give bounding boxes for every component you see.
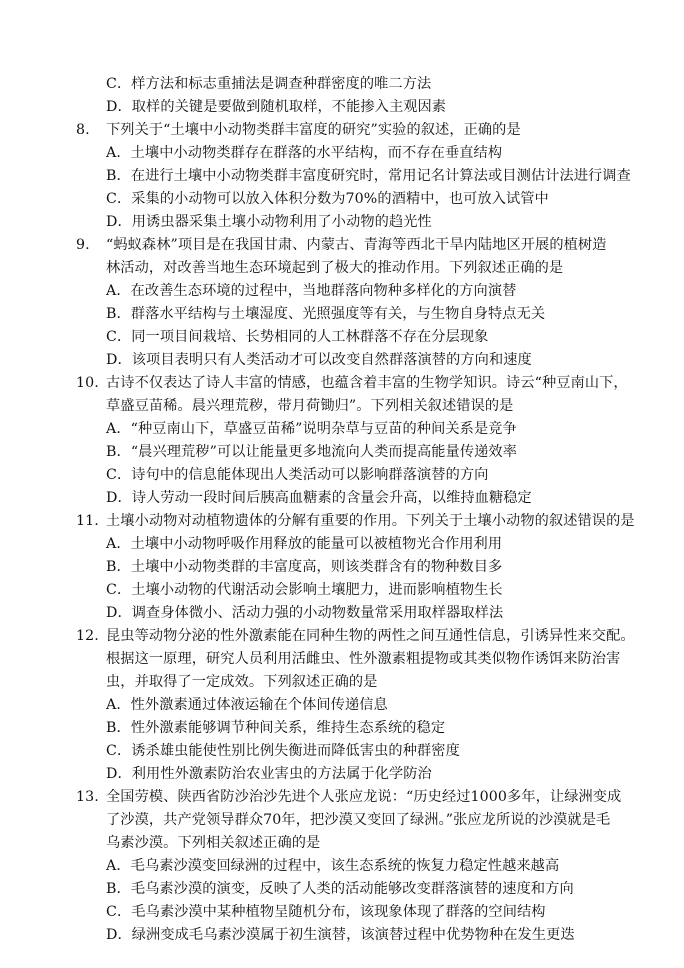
- question-8: [76, 119, 632, 234]
- option-d: D．取样的关键是要做到随机取样，不能掺入主观因素: [106, 99, 447, 115]
- option-c: C．采集的小动物可以放入体积分数为70%的酒精中，也可放入试管中: [106, 191, 549, 207]
- option-d: D．诗人劳动一段时间后胰高血糖素的含量会升高，以维持血糖稳定: [106, 490, 532, 506]
- option-c: C．毛乌素沙漠中某种植物呈随机分布，该现象体现了群落的空间结构: [106, 904, 546, 920]
- question-stem-text: “蚂蚁森林”项目是在我国甘肃、内蒙古、青海等西北干旱内陆地区开展的植树造: [106, 237, 607, 253]
- option-a: A．在改善生态环境的过程中，当地群落向物种多样化的方向演替: [106, 283, 517, 299]
- question-stem-line: [76, 510, 635, 533]
- option-a: A．性外激素通过体液运输在个体间传递信息: [106, 697, 388, 713]
- option-d: D．绿洲变成毛乌素沙漠属于初生演替，该演替过程中优势物种在发生更迭: [106, 927, 575, 943]
- question-stem-line: 草盛豆苗稀。晨兴理荒秽，带月荷锄归”。下列相关叙述错误的是: [106, 398, 514, 414]
- option-d: D．该项目表明只有人类活动才可以改变自然群落演替的方向和速度: [106, 352, 532, 368]
- option-a: A．土壤中小动物类群存在群落的水平结构，而不存在垂直结构: [106, 145, 503, 161]
- option-d: D．用诱虫器采集土壤小动物利用了小动物的趋光性: [106, 214, 432, 230]
- question-11: [76, 510, 635, 625]
- question-7-continued: [76, 73, 632, 119]
- option-d: D．利用性外激素防治农业害虫的方法属于化学防治: [106, 766, 432, 782]
- option-c: C．诗句中的信息能体现出人类活动可以影响群落演替的方向: [106, 467, 489, 483]
- option-c: C．同一项目间栽培、长势相同的人工林群落不存在分层现象: [106, 329, 489, 345]
- question-number: 11.: [76, 513, 99, 529]
- question-stem-line: 虫，并取得了一定成效。下列叙述正确的是: [106, 674, 378, 690]
- question-stem-line: [76, 625, 635, 648]
- option-d: D．调查身体微小、活动力强的小动物数量常采用取样器取样法: [106, 605, 504, 621]
- question-number: 10.: [76, 375, 99, 391]
- question-13: [76, 786, 632, 947]
- question-12: [76, 625, 635, 786]
- question-stem-line: [76, 234, 632, 257]
- question-9: [76, 234, 632, 372]
- question-stem-text: 全国劳模、陕西省防沙治沙先进个人张应龙说：“历史经过1000多年，让绿洲变成: [106, 789, 622, 805]
- question-stem-line: [76, 786, 632, 809]
- question-stem-line: 林活动，对改善当地生态环境起到了极大的推动作用。下列叙述正确的是: [106, 260, 564, 276]
- question-number: 8.: [76, 122, 90, 138]
- option-b: B．性外激素能够调节种间关系，维持生态系统的稳定: [106, 720, 446, 736]
- question-stem-line: [76, 372, 632, 395]
- question-10: [76, 372, 632, 510]
- option-b: B．土壤中小动物类群的丰富度高，则该类群含有的物种数目多: [106, 559, 503, 575]
- question-list: [76, 73, 635, 947]
- option-c: C．样方法和标志重捕法是调查种群密度的唯二方法: [106, 76, 432, 92]
- option-c: C．诱杀雄虫能使性别比例失衡进而降低害虫的种群密度: [106, 743, 460, 759]
- option-a: A．“种豆南山下，草盛豆苗稀”说明杂草与豆苗的种间关系是竞争: [106, 421, 517, 437]
- option-b: B．群落水平结构与土壤湿度、光照强度等有关，与生物自身特点无关: [106, 306, 546, 322]
- question-number: 12.: [76, 628, 99, 644]
- question-stem-text: 下列关于“土壤中小动物类群丰富度的研究”实验的叙述，正确的是: [106, 122, 521, 138]
- question-stem-line: 了沙漠，共产党领导群众70年，把沙漠又变回了绿洲。”张应龙所说的沙漠就是毛: [106, 812, 611, 828]
- question-stem-text: 土壤小动物对动植物遗体的分解有重要的作用。下列关于土壤小动物的叙述错误的是: [106, 513, 635, 529]
- question-number: 9.: [76, 237, 90, 253]
- question-stem-text: 古诗不仅表达了诗人丰富的情感，也蕴含着丰富的生物学知识。诗云“种豆南山下，: [106, 375, 628, 391]
- question-stem-line: 乌素沙漠。下列相关叙述正确的是: [106, 835, 321, 851]
- option-a: A．土壤中小动物呼吸作用释放的能量可以被植物光合作用利用: [106, 536, 503, 552]
- question-number: 13.: [76, 789, 99, 805]
- option-b: B．毛乌素沙漠的演变，反映了人类的活动能够改变群落演替的速度和方向: [106, 881, 574, 897]
- option-a: A．毛乌素沙漠变回绿洲的过程中，该生态系统的恢复力稳定性越来越高: [106, 858, 560, 874]
- question-stem-text: 昆虫等动物分泌的性外激素能在同种生物的两性之间互通性信息，引诱异性来交配。: [106, 628, 635, 644]
- question-stem-line: 根据这一原理，研究人员利用活雌虫、性外激素粗提物或其类似物作诱饵来防治害: [106, 651, 621, 667]
- option-b: B．在进行土壤中小动物类群丰富度研究时，常用记名计算法或目测估计法进行调查: [106, 168, 631, 184]
- question-stem-line: [76, 119, 632, 142]
- option-b: B．“晨兴理荒秽”可以让能量更多地流向人类而提高能量传递效率: [106, 444, 517, 460]
- option-c: C．土壤小动物的代谢活动会影响土壤肥力，进而影响植物生长: [106, 582, 503, 598]
